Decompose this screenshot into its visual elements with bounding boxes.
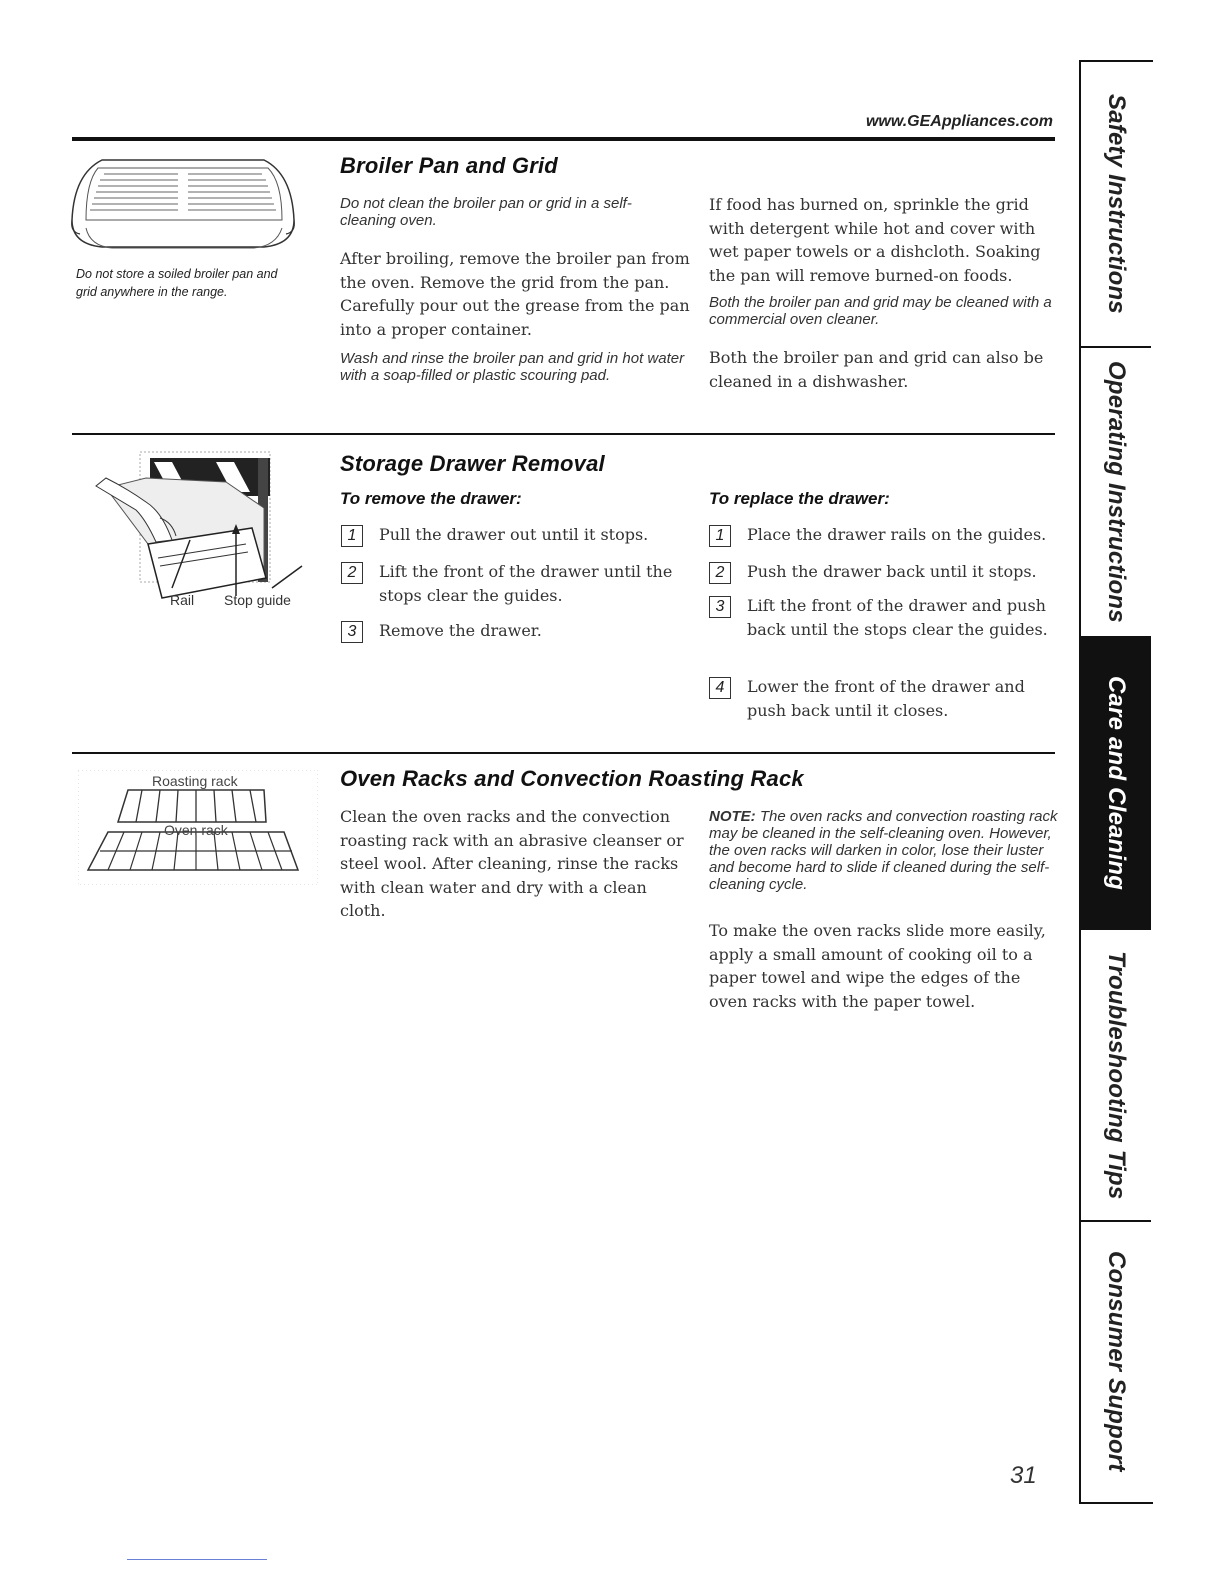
tab-care-and-cleaning[interactable] [1081,636,1151,930]
step-number: 4 [709,677,731,699]
drawer-illustration [76,448,316,623]
note-label: NOTE: [709,808,756,825]
broiler-oven-cleaner: Both the broiler pan and grid may be cleaned with a commercial oven cleaner. [709,294,1052,328]
drawer-fig-stop-label: Stop guide [224,592,291,608]
drawer-title: Storage Drawer Removal [340,451,605,476]
tab-label: Safety Instructions [1103,94,1130,314]
racks-title: Oven Racks and Convection Roasting Rack [340,766,804,791]
step-number: 2 [341,562,363,584]
broiler-instructions: After broiling, remove the broiler pan from the oven. Remove the grid from the pan. Carefully pour out the grease from the pan into a proper container. [340,249,690,339]
tab-label: Troubleshooting Tips [1103,950,1130,1200]
step-text: Remove the drawer. [379,621,542,640]
note-text: The oven racks and convection roasting rack may be cleaned in the self-cleaning oven. However, the oven racks will darken in color, lose their luster and become hard to slide if cleaned during the self-cleaning cycle. [709,808,1058,893]
step-text: Push the drawer back until it stops. [747,562,1037,581]
broiler-warning: Do not clean the broiler pan or grid in a self-cleaning oven. [340,195,632,229]
step-number: 1 [709,525,731,547]
tab-label: Consumer Support [1103,1250,1130,1472]
step-number: 2 [709,562,731,584]
step-text: Pull the drawer out until it stops. [379,525,649,544]
section-tabs [1079,60,1153,1504]
step-text: Lift the front of the drawer until the stops clear the guides. [379,562,673,605]
broiler-dishwasher: Both the broiler pan and grid can also be cleaned in a dishwasher. [709,348,1044,391]
tab-label: Operating Instructions [1103,361,1130,623]
page-number: 31 [1010,1462,1037,1489]
broiler-caption: Do not store a soiled broiler pan and grid anywhere in the range. [76,267,278,299]
rack-fig-oven-label: Oven rack [164,822,228,838]
tab-safety-instructions[interactable] [1081,62,1151,346]
drawer-fig-rail-label: Rail [170,592,195,608]
broiler-wash-tip: Wash and rinse the broiler pan and grid in hot water with a soap-filled or plastic scouring pad. [340,350,685,384]
tab-operating-instructions[interactable] [1081,348,1151,636]
remove-step [341,619,686,643]
oven-racks-illustration [78,770,318,885]
step-number: 3 [341,621,363,643]
remove-step [341,560,686,607]
rack-fig-roasting-label: Roasting rack [152,773,238,789]
footer-rule [127,1559,267,1560]
racks-note [709,808,1059,893]
replace-step [709,675,1055,722]
tab-troubleshooting-tips[interactable] [1081,930,1151,1220]
broiler-title: Broiler Pan and Grid [340,153,558,178]
section-rule [72,752,1055,754]
replace-step [709,560,1055,584]
broiler-burned-food: If food has burned on, sprinkle the grid with detergent while hot and cover with wet paper towels or a dishcloth. Soaking the pan will remove burned-on foods. [709,195,1041,285]
racks-cleaning-text: Clean the oven racks and the convection roasting rack with an abrasive cleanser or steel wool. After cleaning, rinse the racks with clean water and dry with a clean cloth. [340,807,684,920]
step-text: Lift the front of the drawer and push back until the stops clear the guides. [747,596,1048,639]
step-number: 3 [709,596,731,618]
remove-step [341,523,686,547]
header-rule [72,137,1055,141]
step-text: Lower the front of the drawer and push back until it closes. [747,677,1025,720]
remove-drawer-heading: To remove the drawer: [340,489,522,508]
website-url: www.GEAppliances.com [865,113,1053,130]
tab-label: Care and Cleaning [1103,675,1130,891]
racks-slide-tip: To make the oven racks slide more easily, apply a small amount of cooking oil to a paper towel and wipe the edges of the oven racks with the paper towel. [709,921,1046,1011]
broiler-pan-illustration [60,152,306,262]
step-number: 1 [341,525,363,547]
section-rule [72,433,1055,435]
replace-drawer-heading: To replace the drawer: [709,489,890,508]
tab-consumer-support[interactable] [1081,1222,1151,1500]
replace-step [709,594,1055,641]
replace-step [709,523,1055,547]
step-text: Place the drawer rails on the guides. [747,525,1047,544]
